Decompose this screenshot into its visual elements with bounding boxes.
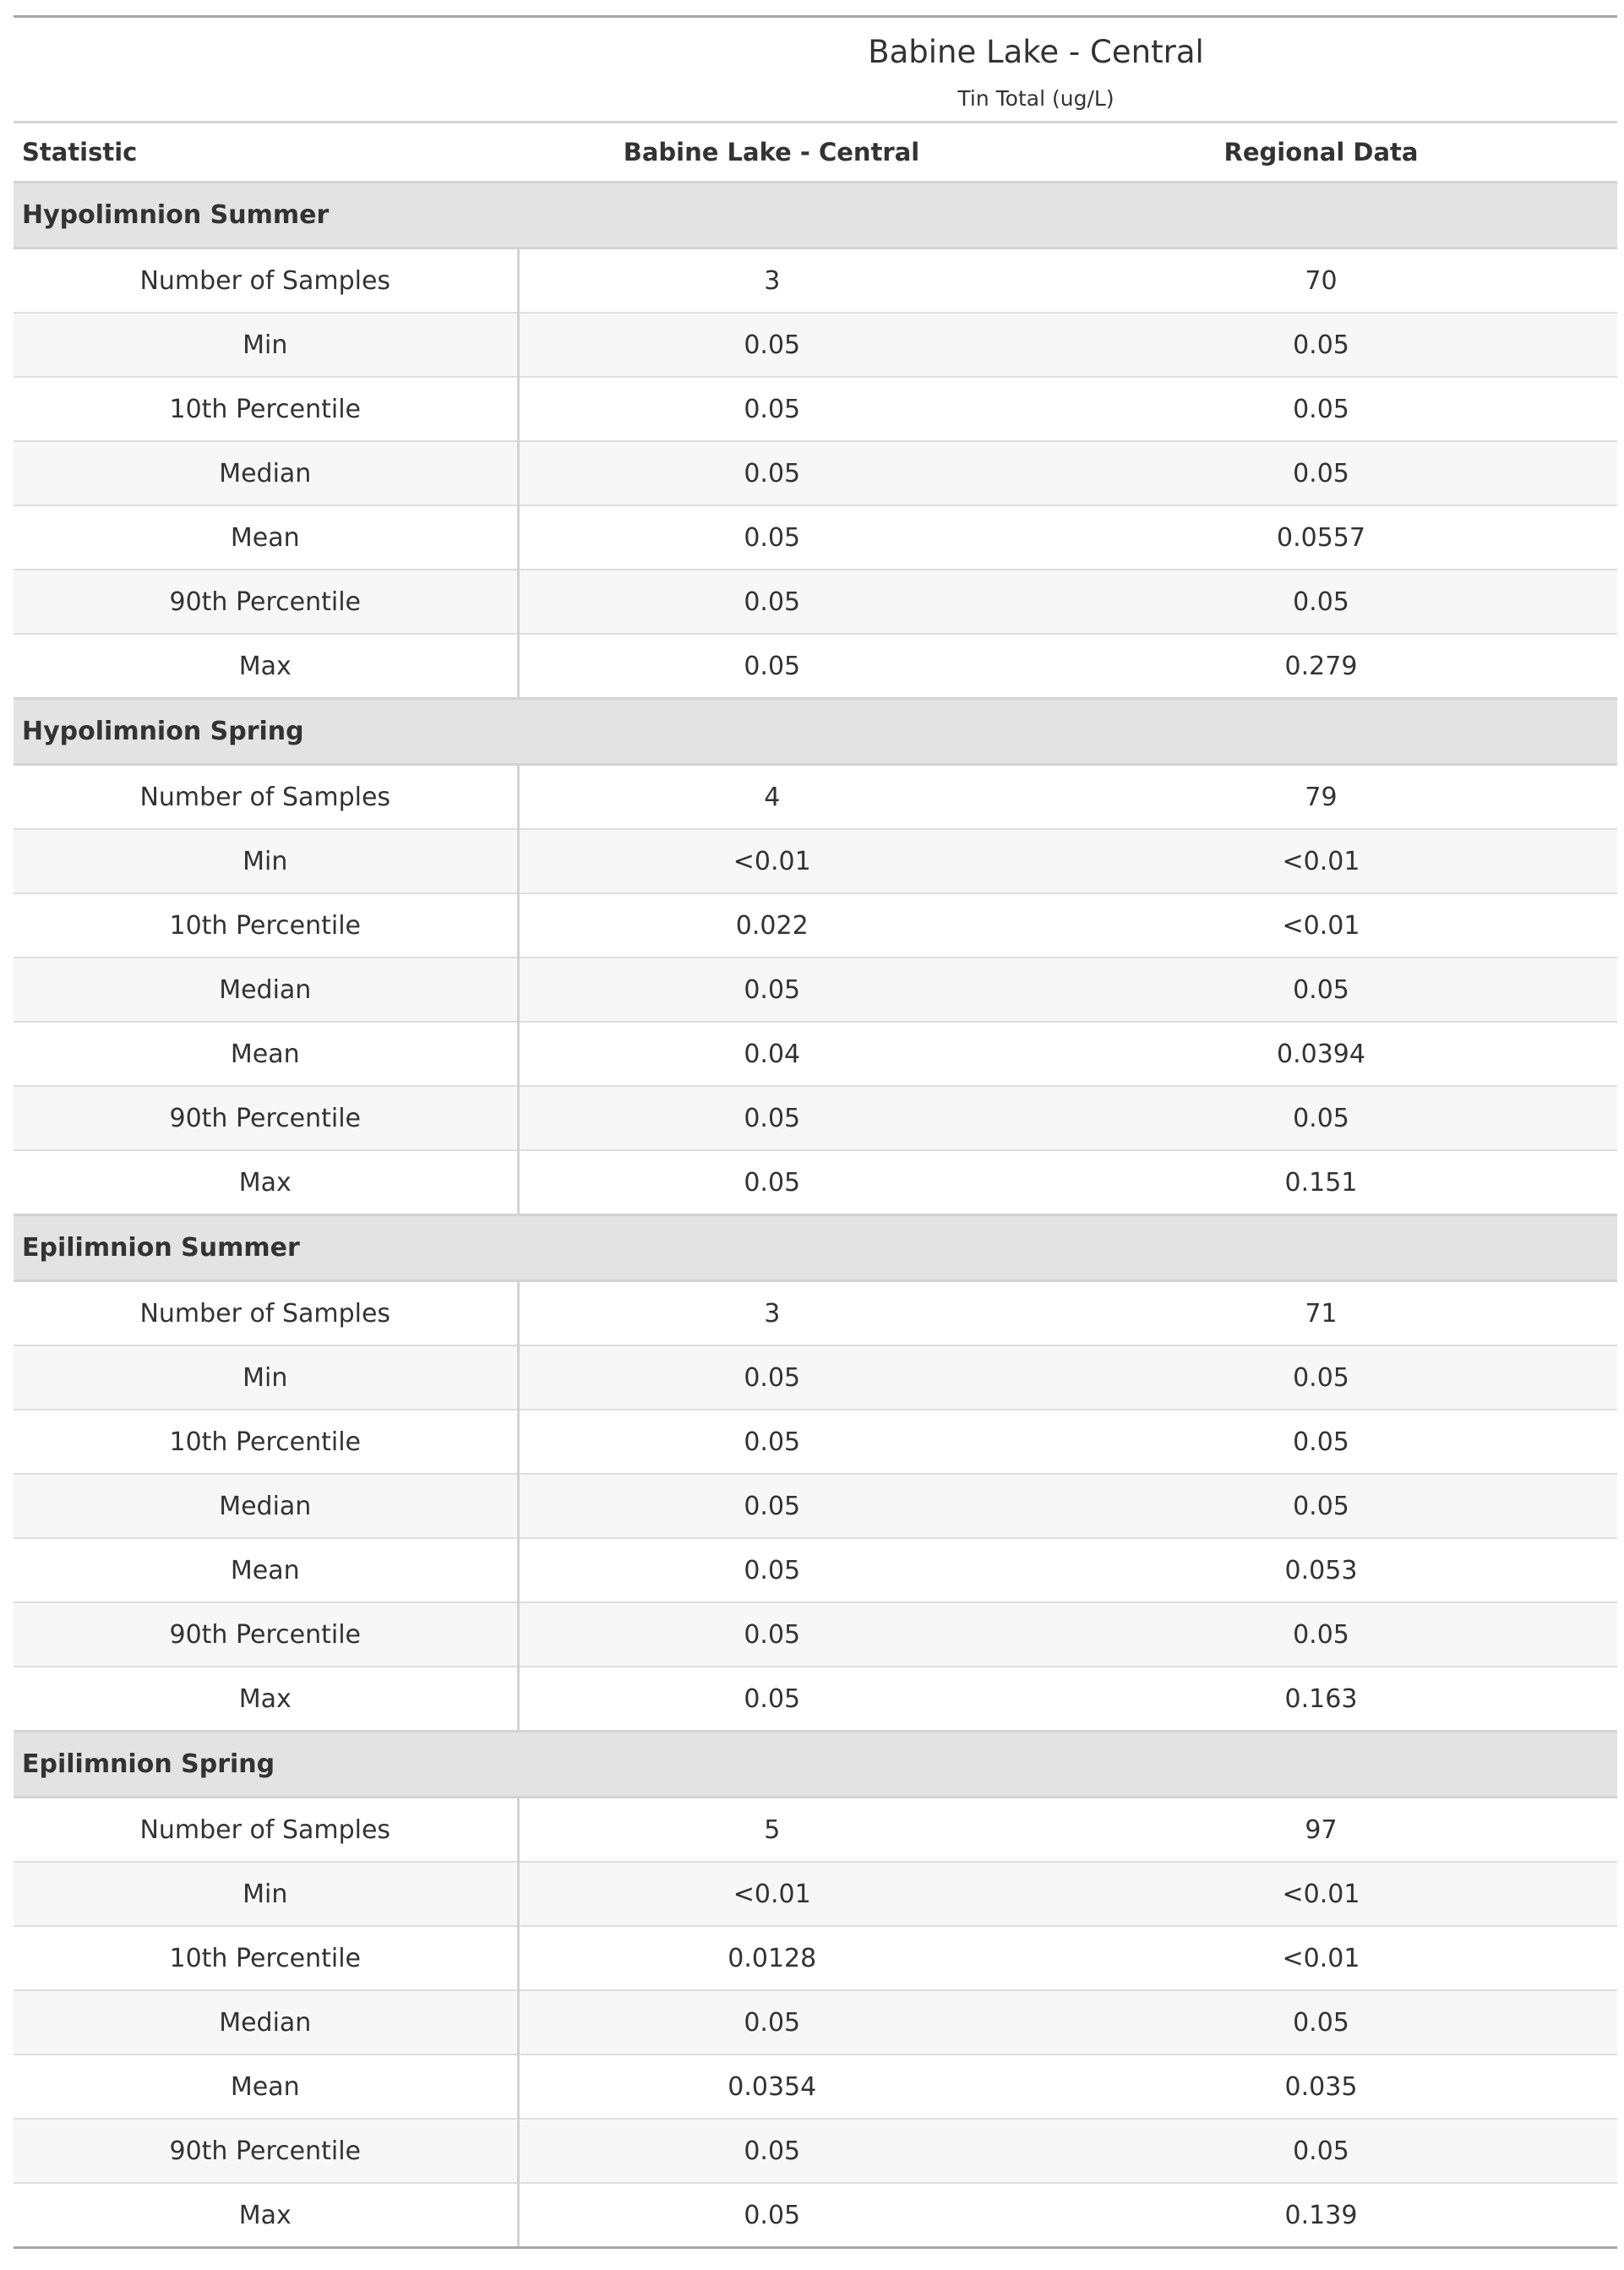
regional-value-cell: 0.05: [1025, 377, 1617, 441]
column-header-regional: Regional Data: [1025, 123, 1617, 183]
table-row: [14, 1926, 1617, 1990]
table-row: [14, 1862, 1617, 1926]
regional-value-cell: 0.05: [1025, 313, 1617, 377]
statistics-table: [14, 123, 1617, 2246]
table-row: [14, 765, 1617, 830]
statistic-cell: Min: [14, 1862, 518, 1926]
regional-value-cell: 0.05: [1025, 441, 1617, 505]
regional-value-cell: 0.163: [1284, 1683, 1358, 1714]
group-label: Epilimnion Spring: [14, 1732, 1617, 1798]
statistic-cell: Max: [14, 2183, 518, 2246]
statistic-cell: Max: [14, 634, 518, 699]
statistic-cell: Mean: [14, 1022, 518, 1086]
regional-value-cell: <0.01: [1025, 1926, 1617, 1990]
group-label: Hypolimnion Summer: [14, 183, 1617, 248]
statistic-cell: Max: [14, 1150, 518, 1215]
site-value-cell: 3: [518, 248, 1025, 314]
site-value-cell: 0.05: [518, 958, 1025, 1022]
site-value-cell: 0.05: [518, 1602, 1025, 1667]
group-header-row: [14, 1215, 1617, 1281]
group-label: Epilimnion Summer: [14, 1215, 1617, 1281]
site-value-cell: 0.05: [518, 441, 1025, 505]
group-header-row: [14, 699, 1617, 765]
regional-value-cell: <0.01: [1025, 1862, 1617, 1926]
table-row: [14, 1990, 1617, 2054]
site-value-cell: 0.05: [744, 651, 801, 681]
table-title: Babine Lake - Central: [868, 34, 1204, 70]
site-value-cell: 0.05: [518, 377, 1025, 441]
column-header-row: [14, 123, 1617, 183]
table-row: [14, 2183, 1617, 2246]
site-value-cell: 0.05: [518, 1990, 1025, 2054]
site-value-cell: 0.05: [744, 2200, 801, 2230]
statistic-cell: Max: [14, 1667, 518, 1732]
site-value-cell: 4: [518, 765, 1025, 830]
summary-table-container: [14, 15, 1617, 2249]
regional-value-cell: 0.05: [1025, 2119, 1617, 2183]
group-label: Hypolimnion Spring: [14, 699, 1617, 765]
site-value-cell: 0.0128: [518, 1926, 1025, 1990]
regional-value-cell: 0.05: [1025, 1410, 1617, 1474]
table-row: [14, 2119, 1617, 2183]
table-row: [14, 1022, 1617, 1086]
regional-value-cell: 0.05: [1025, 1602, 1617, 1667]
statistic-cell: Number of Samples: [14, 1281, 518, 1346]
statistic-cell: Min: [14, 829, 518, 893]
statistic-cell: 90th Percentile: [14, 2119, 518, 2183]
table-row: [14, 1281, 1617, 1346]
table-row: [14, 248, 1617, 314]
site-value-cell: 0.022: [518, 893, 1025, 958]
site-value-cell: 0.05: [518, 1086, 1025, 1150]
table-row: [14, 1602, 1617, 1667]
table-row: [14, 1474, 1617, 1538]
regional-value-cell: 0.279: [1284, 651, 1358, 681]
table-subtitle: Tin Total (ug/L): [957, 86, 1114, 111]
regional-value-cell: 0.05: [1025, 1086, 1617, 1150]
site-value-cell: 0.05: [518, 505, 1025, 570]
statistic-cell: 10th Percentile: [14, 893, 518, 958]
statistic-cell: Number of Samples: [14, 248, 518, 314]
table-row: [14, 1798, 1617, 1863]
regional-value-cell: <0.01: [1025, 893, 1617, 958]
statistic-cell: Median: [14, 1474, 518, 1538]
statistic-cell: Mean: [14, 2054, 518, 2119]
statistic-cell: 10th Percentile: [14, 1926, 518, 1990]
regional-value-cell: 0.0394: [1025, 1022, 1617, 1086]
regional-value-cell: 0.139: [1284, 2200, 1358, 2230]
statistic-cell: Median: [14, 441, 518, 505]
regional-value-cell: 70: [1025, 248, 1617, 314]
regional-value-cell: <0.01: [1025, 829, 1617, 893]
statistic-cell: 10th Percentile: [14, 1410, 518, 1474]
table-row: [14, 958, 1617, 1022]
table-row: [14, 829, 1617, 893]
column-header-statistic: Statistic: [14, 123, 518, 183]
site-value-cell: 0.05: [518, 1410, 1025, 1474]
site-value-cell: 0.05: [518, 1538, 1025, 1602]
regional-value-cell: 97: [1025, 1798, 1617, 1863]
table-row: [14, 441, 1617, 505]
table-row: [14, 634, 1617, 699]
table-row: [14, 377, 1617, 441]
regional-value-cell: 71: [1025, 1281, 1617, 1346]
site-value-cell: 0.05: [744, 1167, 801, 1198]
site-value-cell: 0.05: [518, 1345, 1025, 1410]
statistic-cell: Mean: [14, 505, 518, 570]
regional-value-cell: 0.05: [1025, 958, 1617, 1022]
regional-value-cell: 0.05: [1025, 1990, 1617, 2054]
site-value-cell: 0.0354: [518, 2054, 1025, 2119]
statistic-cell: Mean: [14, 1538, 518, 1602]
site-value-cell: <0.01: [518, 829, 1025, 893]
regional-value-cell: 0.035: [1025, 2054, 1617, 2119]
statistic-cell: Median: [14, 958, 518, 1022]
regional-value-cell: 0.05: [1025, 1474, 1617, 1538]
table-row: [14, 893, 1617, 958]
statistic-cell: 90th Percentile: [14, 1602, 518, 1667]
table-row: [14, 2054, 1617, 2119]
table-row: [14, 1345, 1617, 1410]
group-header-row: [14, 183, 1617, 248]
table-row: [14, 1410, 1617, 1474]
statistic-cell: 10th Percentile: [14, 377, 518, 441]
site-value-cell: <0.01: [518, 1862, 1025, 1926]
statistic-cell: Median: [14, 1990, 518, 2054]
statistic-cell: 90th Percentile: [14, 570, 518, 634]
regional-value-cell: 0.0557: [1025, 505, 1617, 570]
site-value-cell: 0.05: [518, 2119, 1025, 2183]
table-row: [14, 505, 1617, 570]
bottom-rule: [14, 2246, 1617, 2249]
site-value-cell: 5: [518, 1798, 1025, 1863]
regional-value-cell: 0.151: [1284, 1167, 1358, 1198]
site-value-cell: 3: [518, 1281, 1025, 1346]
site-value-cell: 0.05: [518, 570, 1025, 634]
statistic-cell: Number of Samples: [14, 765, 518, 830]
statistic-cell: Min: [14, 313, 518, 377]
group-header-row: [14, 1732, 1617, 1798]
statistic-cell: 90th Percentile: [14, 1086, 518, 1150]
table-row: [14, 1667, 1617, 1732]
table-row: [14, 1538, 1617, 1602]
site-value-cell: 0.05: [744, 1683, 801, 1714]
column-header-site: Babine Lake - Central: [518, 123, 1025, 183]
statistic-cell: Min: [14, 1345, 518, 1410]
site-value-cell: 0.04: [518, 1022, 1025, 1086]
table-row: [14, 313, 1617, 377]
table-body: [14, 183, 1617, 2247]
regional-value-cell: 0.05: [1025, 570, 1617, 634]
site-value-cell: 0.05: [518, 1474, 1025, 1538]
statistic-cell: Number of Samples: [14, 1798, 518, 1863]
regional-value-cell: 0.053: [1025, 1538, 1617, 1602]
table-row: [14, 570, 1617, 634]
site-value-cell: 0.05: [518, 313, 1025, 377]
regional-value-cell: 79: [1025, 765, 1617, 830]
table-row: [14, 1086, 1617, 1150]
table-title-block: [14, 18, 1617, 123]
table-row: [14, 1150, 1617, 1215]
regional-value-cell: 0.05: [1025, 1345, 1617, 1410]
